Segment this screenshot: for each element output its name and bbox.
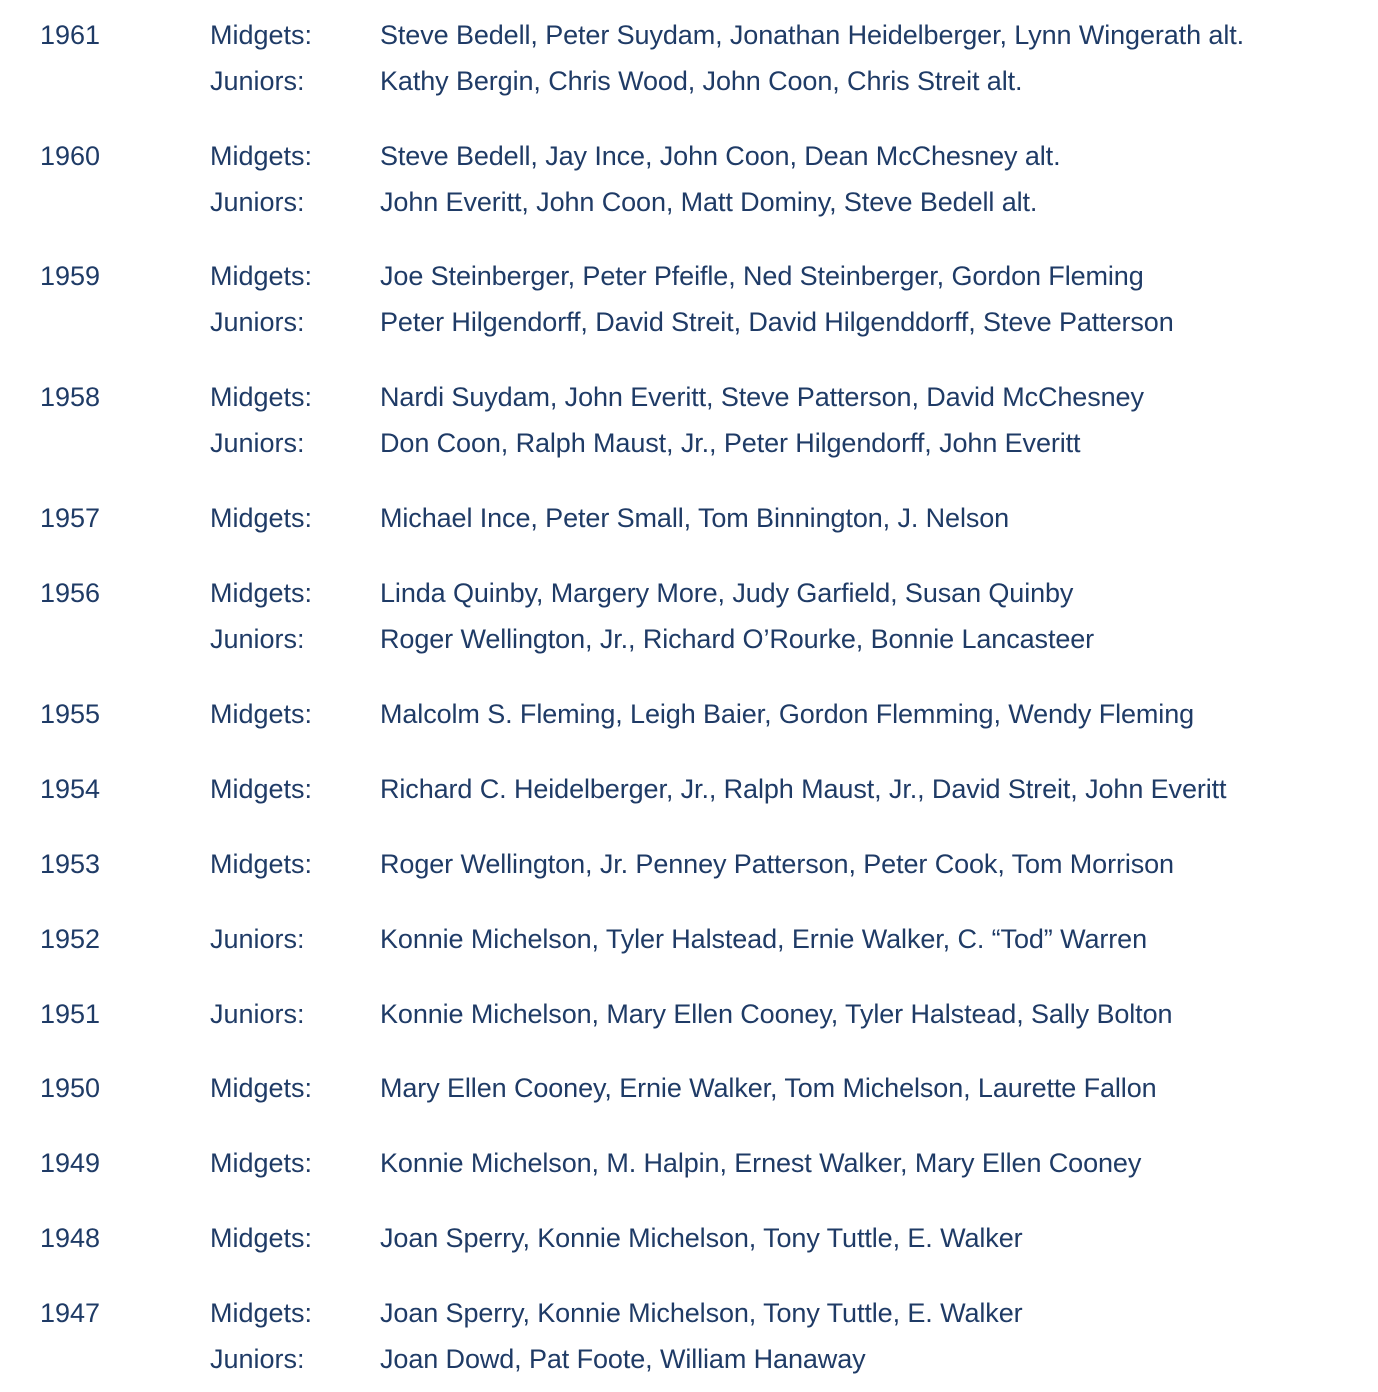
roster-row xyxy=(0,1001,1378,1047)
year-label: 1949 xyxy=(40,1148,101,1178)
team-members: Joan Sperry, Konnie Michelson, Tony Tuttle, E. Walker xyxy=(380,1223,1023,1253)
team-members: Steve Bedell, Jay Ince, John Coon, Dean McChesney alt. xyxy=(380,141,1061,171)
year-entry-1950 xyxy=(0,1075,1378,1121)
division-label: Midgets: xyxy=(210,1148,313,1178)
division-label: Midgets: xyxy=(210,261,313,291)
roster-row xyxy=(0,851,1378,897)
roster-row xyxy=(0,701,1378,747)
division-label: Juniors: xyxy=(210,1344,305,1374)
team-members: Don Coon, Ralph Maust, Jr., Peter Hilgendorff, John Everitt xyxy=(380,428,1081,458)
team-members: Linda Quinby, Margery More, Judy Garfield, Susan Quinby xyxy=(380,578,1074,608)
division-label: Midgets: xyxy=(210,774,313,804)
division-label: Midgets: xyxy=(210,699,313,729)
team-members: Michael Ince, Peter Small, Tom Binnington, J. Nelson xyxy=(380,503,1010,533)
year-entry-1953 xyxy=(0,851,1378,897)
year-label: 1958 xyxy=(40,382,101,412)
roster-row xyxy=(0,22,1378,68)
year-label: 1955 xyxy=(40,699,101,729)
team-members: Joan Dowd, Pat Foote, William Hanaway xyxy=(380,1344,866,1374)
team-members: Joe Steinberger, Peter Pfeifle, Ned Steinberger, Gordon Fleming xyxy=(380,261,1144,291)
year-label: 1947 xyxy=(40,1298,101,1328)
team-members: Mary Ellen Cooney, Ernie Walker, Tom Michelson, Laurette Fallon xyxy=(380,1073,1157,1103)
year-entry-1949 xyxy=(0,1150,1378,1196)
roster-row xyxy=(0,1225,1378,1271)
year-label: 1952 xyxy=(40,924,101,954)
division-label: Juniors: xyxy=(210,624,305,654)
team-members: Peter Hilgendorff, David Streit, David Hilgenddorff, Steve Patterson xyxy=(380,307,1174,337)
division-label: Midgets: xyxy=(210,578,313,608)
roster-row xyxy=(0,384,1378,430)
team-members: Konnie Michelson, M. Halpin, Ernest Walker, Mary Ellen Cooney xyxy=(380,1148,1142,1178)
team-members: Kathy Bergin, Chris Wood, John Coon, Chris Streit alt. xyxy=(380,66,1023,96)
division-label: Midgets: xyxy=(210,503,313,533)
roster-row xyxy=(0,1300,1378,1346)
division-label: Juniors: xyxy=(210,999,305,1029)
roster-row xyxy=(0,776,1378,822)
year-label: 1959 xyxy=(40,261,101,291)
roster-row xyxy=(0,580,1378,626)
year-label: 1957 xyxy=(40,503,101,533)
year-label: 1950 xyxy=(40,1073,101,1103)
team-members: Joan Sperry, Konnie Michelson, Tony Tuttle, E. Walker xyxy=(380,1298,1023,1328)
division-label: Midgets: xyxy=(210,849,313,879)
roster-row xyxy=(0,1075,1378,1121)
team-members: Roger Wellington, Jr. Penney Patterson, Peter Cook, Tom Morrison xyxy=(380,849,1174,879)
roster-row xyxy=(0,309,1378,355)
year-entry-1952 xyxy=(0,926,1378,972)
team-members: Richard C. Heidelberger, Jr., Ralph Maust, Jr., David Streit, John Everitt xyxy=(380,774,1227,804)
division-label: Midgets: xyxy=(210,141,313,171)
year-entry-1961 xyxy=(0,22,1378,114)
team-members: Roger Wellington, Jr., Richard O’Rourke, Bonnie Lancasteer xyxy=(380,624,1095,654)
division-label: Juniors: xyxy=(210,307,305,337)
team-members: Steve Bedell, Peter Suydam, Jonathan Heidelberger, Lynn Wingerath alt. xyxy=(380,20,1245,50)
year-entry-1955 xyxy=(0,701,1378,747)
year-entry-1947 xyxy=(0,1300,1378,1392)
year-entry-1954 xyxy=(0,776,1378,822)
roster-row xyxy=(0,143,1378,189)
roster-row xyxy=(0,263,1378,309)
division-label: Juniors: xyxy=(210,428,305,458)
roster-row xyxy=(0,68,1378,114)
year-label: 1961 xyxy=(40,20,101,50)
team-members: Malcolm S. Fleming, Leigh Baier, Gordon Flemming, Wendy Fleming xyxy=(380,699,1195,729)
year-entry-1958 xyxy=(0,384,1378,476)
year-entry-1951 xyxy=(0,1001,1378,1047)
year-entry-1956 xyxy=(0,580,1378,672)
year-label: 1951 xyxy=(40,999,101,1029)
roster-row xyxy=(0,926,1378,972)
division-label: Midgets: xyxy=(210,1298,313,1328)
year-entry-1957 xyxy=(0,505,1378,551)
roster-row xyxy=(0,189,1378,235)
division-label: Midgets: xyxy=(210,1223,313,1253)
division-label: Midgets: xyxy=(210,1073,313,1103)
year-label: 1954 xyxy=(40,774,101,804)
year-label: 1953 xyxy=(40,849,101,879)
team-members: Konnie Michelson, Mary Ellen Cooney, Tyler Halstead, Sally Bolton xyxy=(380,999,1173,1029)
year-label: 1948 xyxy=(40,1223,101,1253)
roster-row xyxy=(0,505,1378,551)
year-entry-1948 xyxy=(0,1225,1378,1271)
team-members: Konnie Michelson, Tyler Halstead, Ernie Walker, C. “Tod” Warren xyxy=(380,924,1147,954)
team-members: John Everitt, John Coon, Matt Dominy, Steve Bedell alt. xyxy=(380,187,1038,217)
division-label: Midgets: xyxy=(210,20,313,50)
year-entry-1960 xyxy=(0,143,1378,235)
division-label: Juniors: xyxy=(210,66,305,96)
roster-row xyxy=(0,626,1378,672)
roster-row xyxy=(0,430,1378,476)
division-label: Juniors: xyxy=(210,924,305,954)
roster-row xyxy=(0,1150,1378,1196)
division-label: Midgets: xyxy=(210,382,313,412)
division-label: Juniors: xyxy=(210,187,305,217)
roster-row xyxy=(0,1346,1378,1392)
year-label: 1956 xyxy=(40,578,101,608)
year-label: 1960 xyxy=(40,141,101,171)
year-entry-1959 xyxy=(0,263,1378,355)
team-members: Nardi Suydam, John Everitt, Steve Patterson, David McChesney xyxy=(380,382,1144,412)
